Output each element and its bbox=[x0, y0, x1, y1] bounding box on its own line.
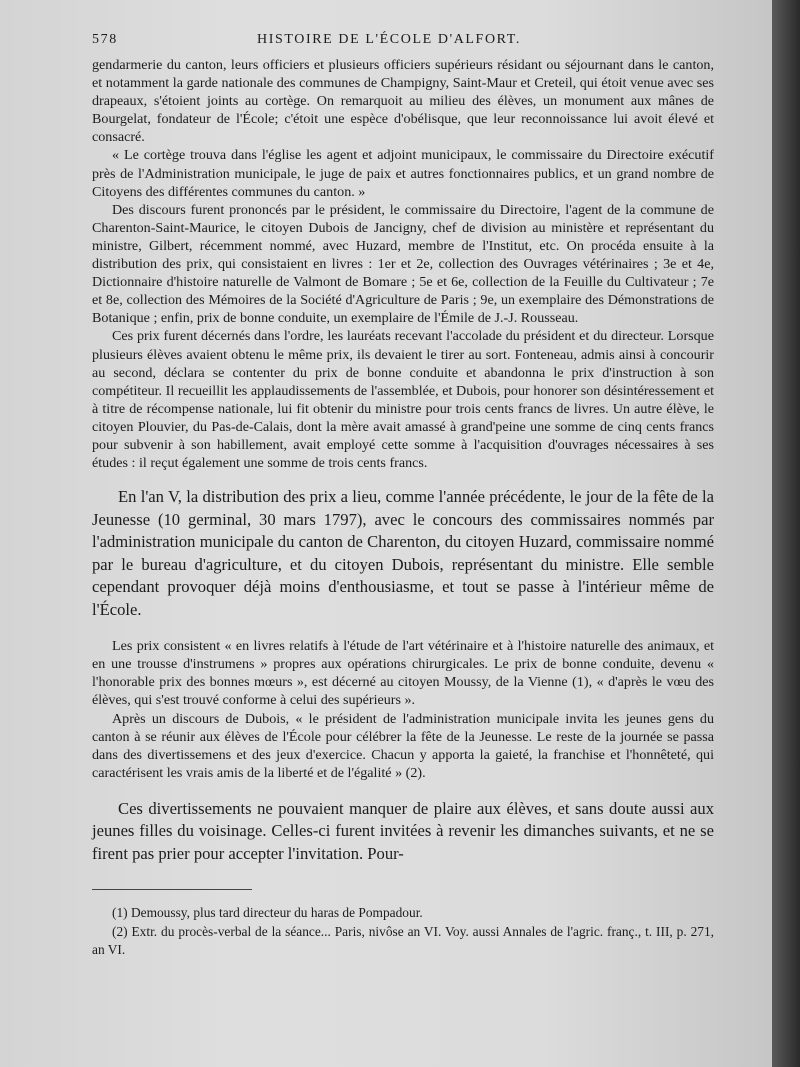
large-text-block-2 bbox=[92, 798, 714, 866]
running-header bbox=[92, 28, 714, 54]
paragraph: Ces prix furent décernés dans l'ordre, les lauréats recevant l'accolade du président et du directeur. Lorsque plusieurs élèves avaient obtenu le même prix, ils devaient le tirer au sort. Fonteneau, admis ainsi à concourir au second, déclara se contenter du prix de bonne conduite et abandonna le prix d'instruction à son compétiteur. Il recueillit les applaudissements de l'assemblée, et Dubois, pour honorer son désintéressement et à titre de récompense nationale, lui fit obtenir du ministre pour trois cents francs de livres. Un autre élève, le citoyen Plouvier, du Pas-de-Calais, dont la mère avait amassé à grand'peine une somme de cinq cents francs pour subvenir à son habillement, avait employé cette somme à l'acquisition d'ouvrages nécessaires à ses études : il reçut également une somme de trois cents francs. bbox=[92, 328, 714, 472]
running-title: HISTOIRE DE L'ÉCOLE D'ALFORT. bbox=[257, 32, 521, 47]
footnote: (1) Demoussy, plus tard directeur du haras de Pompadour. bbox=[112, 905, 423, 921]
small-text-block-1 bbox=[92, 56, 714, 472]
footnotes bbox=[92, 904, 714, 959]
paragraph: Les prix consistent « en livres relatifs à l'étude de l'art vétérinaire et à l'histoire naturelle des animaux, et en une trousse d'instrumens » propres aux opérations chirurgicales. Le prix de bonne conduite, devenu « l'honorable prix des bonnes mœurs », est décerné au citoyen Moussy, de la Vienne (1), « d'après le vœu des élèves, qui s'est trouvé conforme à celui des supérieurs ». bbox=[92, 638, 714, 709]
page-number: 578 bbox=[92, 32, 118, 47]
paragraph: En l'an V, la distribution des prix a lieu, comme l'année précédente, le jour de la fête de la Jeunesse (10 germinal, 30 mars 1797), avec le concours des commissaires nommés par l'administration municipale du canton de Charenton, du citoyen Huzard, commissaire nommé par le bureau d'agriculture, et du citoyen Dubois, représentant du ministre. Elle semble cependant provoquer déjà moins d'enthousiasme, et tout se passe à l'intérieur même de l'École. bbox=[92, 487, 714, 619]
large-text-block-1 bbox=[92, 486, 714, 621]
paragraph: Après un discours de Dubois, « le président de l'administration municipale invita les jeunes gens du canton à se réunir aux élèves de l'École pour célébrer la fête de la Jeunesse. Le reste de la journée se passa dans des divertissemens et des jeux d'exercice. Chacun y apporta la gaieté, la franchise et l'honnêteté, qui caractérisent les vrais amis de la liberté et de l'égalité » (2). bbox=[92, 710, 714, 781]
paragraph: Des discours furent prononcés par le président, le commissaire du Directoire, l'agent de la commune de Charenton-Saint-Maurice, le citoyen Dubois de Jancigny, chef de division au ministère et représentant du ministre, Gilbert, récemment nommé, avec Huzard, membre de l'Institut, etc. On procéda ensuite à la distribution des prix, qui consistaient en livres : 1er et 2e, collection des Ouvrages vétérinaires ; 3e et 4e, Dictionnaire d'histoire naturelle de Valmont de Bomare ; 5e et 6e, collection de la Feuille du Cultivateur ; 7e et 8e, collection des Mémoires de la Société d'Agriculture de Paris ; 9e, un exemplaire des Démonstrations de Botanique ; enfin, prix de bonne conduite, un exemplaire de l'Émile de J.-J. Rousseau. bbox=[92, 201, 714, 327]
small-text-block-2 bbox=[92, 637, 714, 782]
page-text bbox=[92, 28, 714, 960]
footnote-divider bbox=[92, 889, 252, 890]
footnote: (2) Extr. du procès-verbal de la séance... Paris, nivôse an VI. Voy. aussi Annales de l'agric. franç., t. III, p. 271, an VI. bbox=[92, 923, 714, 958]
paragraph: Ces divertissements ne pouvaient manquer de plaire aux élèves, et sans doute aussi aux jeunes filles du voisinage. Celles-ci furent invitées à revenir les dimanches suivants, et ne se firent pas prier pour accepter l'invitation. Pour- bbox=[92, 798, 714, 863]
paragraph: « Le cortège trouva dans l'église les agent et adjoint municipaux, le commissaire du Directoire exécutif près de l'Administration municipale, le juge de paix et autres fonctionnaires publics, et un grand nombre de Citoyens des différentes communes du canton. » bbox=[92, 147, 714, 200]
paragraph: gendarmerie du canton, leurs officiers et plusieurs officiers supérieurs résidant ou séjournant dans le canton, et notamment la garde nationale des communes de Champigny, Saint-Maur et Creteil, qui étoit venue avec ses drapeaux, s'étoient joints au cortège. On remarquoit au milieu des élèves, un monument aux mânes de Bourgelat, fondateur de l'École; c'étoit une espèce d'obélisque, que leur reconnoissance lui avoit élevé et consacré. bbox=[92, 57, 714, 146]
page-edge-shadow bbox=[772, 0, 800, 1067]
